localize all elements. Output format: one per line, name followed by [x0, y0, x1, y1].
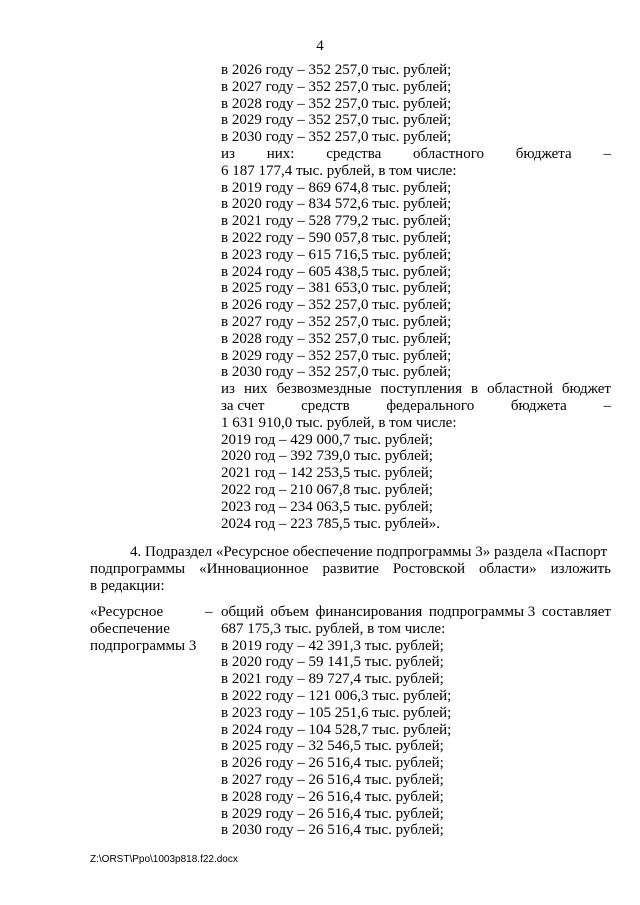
funding-line: в 2030 году – 352 257,0 тыс. рублей; — [221, 129, 452, 146]
paragraph-4 — [90, 544, 611, 594]
subprogram3-heading: общий объем финансирования подпрограммы 3 составляет — [221, 604, 611, 620]
regional-line: в 2028 году – 352 257,0 тыс. рублей; — [221, 330, 452, 347]
subprogram3-line: в 2029 году – 26 516,4 тыс. рублей; — [221, 805, 444, 822]
paragraph-4-line: в редакции: — [90, 577, 165, 594]
subprogram3-line: в 2021 году – 89 727,4 тыс. рублей; — [221, 671, 444, 688]
regional-line: в 2021 году – 528 779,2 тыс. рублей; — [221, 213, 452, 230]
regional-line: в 2022 году – 590 057,8 тыс. рублей; — [221, 229, 452, 246]
federal-line: 2021 год – 142 253,5 тыс. рублей; — [221, 465, 433, 482]
regional-line: в 2019 году – 869 674,8 тыс. рублей; — [221, 179, 452, 196]
page-number: 4 — [316, 38, 324, 54]
subprogram3-line: в 2026 году – 26 516,4 тыс. рублей; — [221, 755, 444, 772]
funding-line: в 2027 году – 352 257,0 тыс. рублей; — [221, 78, 452, 95]
subprogram3-line: в 2022 году – 121 006,3 тыс. рублей; — [221, 687, 452, 704]
regional-budget-total: 6 187 177,4 тыс. рублей, в том числе: — [221, 162, 457, 179]
regional-line: в 2025 году – 381 653,0 тыс. рублей; — [221, 280, 452, 297]
federal-heading-line2: за счет средств федерального бюджета – — [221, 397, 611, 414]
funding-continuation — [221, 62, 611, 532]
subprogram3-line: в 2023 году – 105 251,6 тыс. рублей; — [221, 704, 452, 721]
federal-line: 2024 год – 223 785,5 тыс. рублей». — [221, 515, 441, 532]
federal-line: 2020 год – 392 739,0 тыс. рублей; — [221, 448, 433, 465]
subprogram3-total: 687 175,3 тыс. рублей, в том числе: — [221, 620, 446, 637]
regional-budget-heading: из них: средства областного бюджета – — [221, 145, 611, 162]
federal-line: 2022 год – 210 067,8 тыс. рублей; — [221, 481, 433, 498]
label-dash: – — [205, 604, 213, 620]
subprogram3-line: в 2025 году – 32 546,5 тыс. рублей; — [221, 738, 444, 755]
regional-line: в 2020 году – 834 572,6 тыс. рублей; — [221, 196, 452, 213]
paragraph-4-line: подпрограммы «Инновационное развитие Ростовской области» изложить — [90, 560, 611, 577]
regional-line: в 2026 году – 352 257,0 тыс. рублей; — [221, 297, 452, 314]
subprogram3-line: в 2028 году – 26 516,4 тыс. рублей; — [221, 788, 444, 805]
regional-line: в 2023 году – 615 716,5 тыс. рублей; — [221, 246, 452, 263]
subprogram3-line: в 2027 году – 26 516,4 тыс. рублей; — [221, 771, 444, 788]
funding-line: в 2029 году – 352 257,0 тыс. рублей; — [221, 112, 452, 129]
funding-line: в 2028 году – 352 257,0 тыс. рублей; — [221, 95, 452, 112]
resource-label: «Ресурсное обеспечение подпрограммы 3 — [90, 604, 197, 654]
subprogram3-line: в 2030 году – 26 516,4 тыс. рублей; — [221, 822, 444, 839]
federal-heading-line1: из них безвозмездные поступления в областной бюджет — [221, 381, 611, 398]
regional-line: в 2029 году – 352 257,0 тыс. рублей; — [221, 347, 452, 364]
paragraph-4-line: 4. Подраздел «Ресурсное обеспечение подпрограммы 3» раздела «Паспорт — [130, 544, 608, 560]
regional-line: в 2027 году – 352 257,0 тыс. рублей; — [221, 313, 452, 330]
federal-line: 2023 год – 234 063,5 тыс. рублей; — [221, 498, 433, 515]
subprogram3-funding — [221, 604, 611, 839]
regional-line: в 2030 году – 352 257,0 тыс. рублей; — [221, 364, 452, 381]
federal-line: 2019 год – 429 000,7 тыс. рублей; — [221, 431, 433, 448]
subprogram3-line: в 2019 году – 42 391,3 тыс. рублей; — [221, 637, 444, 654]
regional-line: в 2024 году – 605 438,5 тыс. рублей; — [221, 263, 452, 280]
funding-line: в 2026 году – 352 257,0 тыс. рублей; — [221, 62, 452, 78]
footer-file-path: Z:\ORST\Ppo\1003p818.f22.docx — [90, 854, 238, 865]
federal-total: 1 631 910,0 тыс. рублей, в том числе: — [221, 414, 457, 431]
subprogram3-line: в 2024 году – 104 528,7 тыс. рублей; — [221, 721, 452, 738]
subprogram3-line: в 2020 году – 59 141,5 тыс. рублей; — [221, 654, 444, 671]
